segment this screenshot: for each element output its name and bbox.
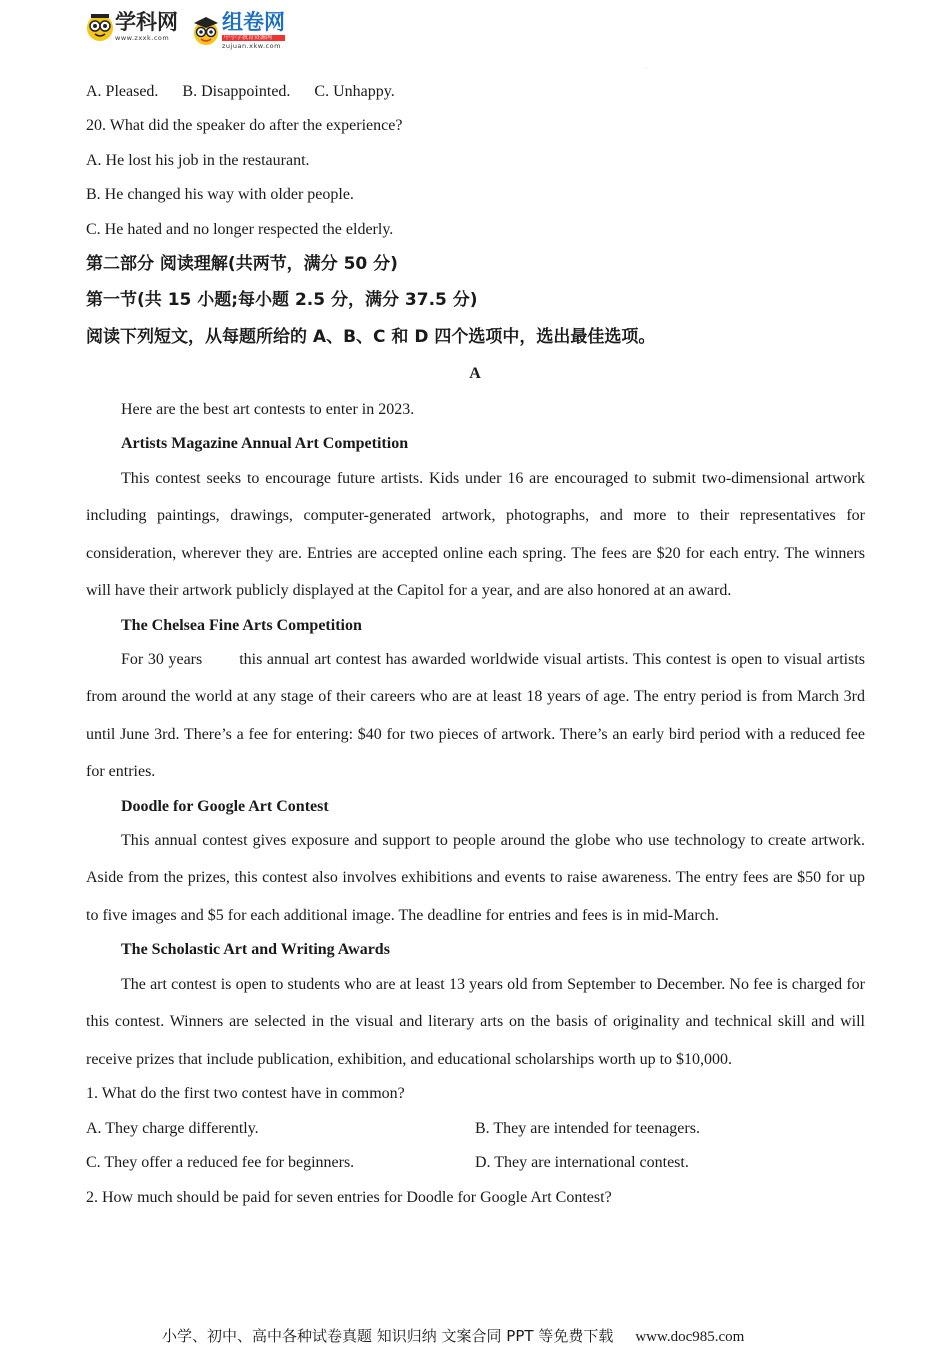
contest-title: The Chelsea Fine Arts Competition — [121, 617, 362, 634]
contest-description: This contest seeks to encourage future artists. Kids under 16 are encouraged to submit two-dimensional artwork including paintings, drawings, computer-generated artwork, photographs, and more to their representatives for consideration, wherever they are. Entries are accepted online each spring. The fees are $20 for each entry. The winners will have their artwork publicly displayed at the Capitol for a year, and are also honored at an award. — [86, 470, 865, 599]
owl-icon — [85, 12, 115, 42]
page-footer — [162, 1325, 744, 1346]
q1-option-a: A. They charge differently. — [86, 1120, 259, 1137]
footer-text: 小学、初中、高中各种试卷真题 知识归纳 文案合同 PPT 等免费下载 — [162, 1327, 614, 1345]
zxxk-logo — [85, 12, 178, 42]
q1-option-b: B. They are intended for teenagers. — [475, 1120, 700, 1137]
q19-options: A. Pleased. B. Disappointed. C. Unhappy. — [86, 83, 395, 100]
zujuan-logo — [190, 12, 285, 50]
section-part-heading: 第二部分 阅读理解(共两节，满分 50 分) — [86, 254, 398, 274]
q20-option-c: C. He hated and no longer respected the elderly. — [86, 221, 394, 238]
contest-title: Artists Magazine Annual Art Competition — [121, 435, 409, 452]
passage-label: A — [469, 365, 481, 382]
footer-url[interactable]: www.doc985.com — [635, 1329, 745, 1345]
owl-graduate-icon — [190, 15, 222, 47]
q2-question: 2. How much should be paid for seven entries for Doodle for Google Art Contest? — [86, 1189, 612, 1206]
contest-title: The Scholastic Art and Writing Awards — [121, 941, 390, 958]
contest-description: The art contest is open to students who are at least 13 years old from September to December. No fee is charged for this contest. Winners are selected in the visual and literary arts on the basis of originality and technical skill and will receive prizes that include publication, exhibition, and educational scholarships worth up to $10,000. — [86, 976, 865, 1068]
q20-option-b: B. He changed his way with older people. — [86, 186, 354, 203]
page-header — [85, 12, 297, 56]
dot-mark: . — [646, 64, 648, 70]
q1-question: 1. What do the first two contest have in common? — [86, 1085, 405, 1102]
logo-name: 组卷网 — [222, 10, 285, 34]
contest-description: For 30 years this annual art contest has awarded worldwide visual artists. This contest is open to visual artists from around the world at any stage of their careers who are at least 18 years of age. The entry period is from March 3rd until June 3rd. There’s a fee for entering: $40 for two pieces of artwork. There’s an early bird period with a reduced fee for entries. — [86, 651, 869, 780]
contest-description: This annual contest gives exposure and support to people around the globe who use technology to create artwork. Aside from the prizes, this contest also involves exhibitions and events to raise awareness. The entry fees are $50 for up to five images and $5 for each additional image. The deadline for entries and fees is in mid-March. — [86, 832, 865, 924]
section-instruction: 阅读下列短文，从每题所给的 A、B、C 和 D 四个选项中，选出最佳选项。 — [86, 327, 656, 347]
logo-name: 学科网 — [115, 10, 178, 35]
q1-option-d: D. They are international contest. — [475, 1154, 689, 1171]
section-sub-heading: 第一节(共 15 小题;每小题 2.5 分，满分 37.5 分) — [86, 290, 478, 310]
logo-url: www.zxxk.com — [115, 34, 170, 43]
contest-title: Doodle for Google Art Contest — [121, 798, 329, 815]
q1-option-c: C. They offer a reduced fee for beginners. — [86, 1154, 355, 1171]
passage-intro: Here are the best art contests to enter in 2023. — [121, 401, 415, 418]
logo-badge: 中小学教育资源网 — [222, 35, 285, 41]
q20-question: 20. What did the speaker do after the experience? — [86, 117, 403, 134]
q20-option-a: A. He lost his job in the restaurant. — [86, 152, 310, 169]
logo-url: zujuan.xkw.com — [222, 42, 281, 50]
